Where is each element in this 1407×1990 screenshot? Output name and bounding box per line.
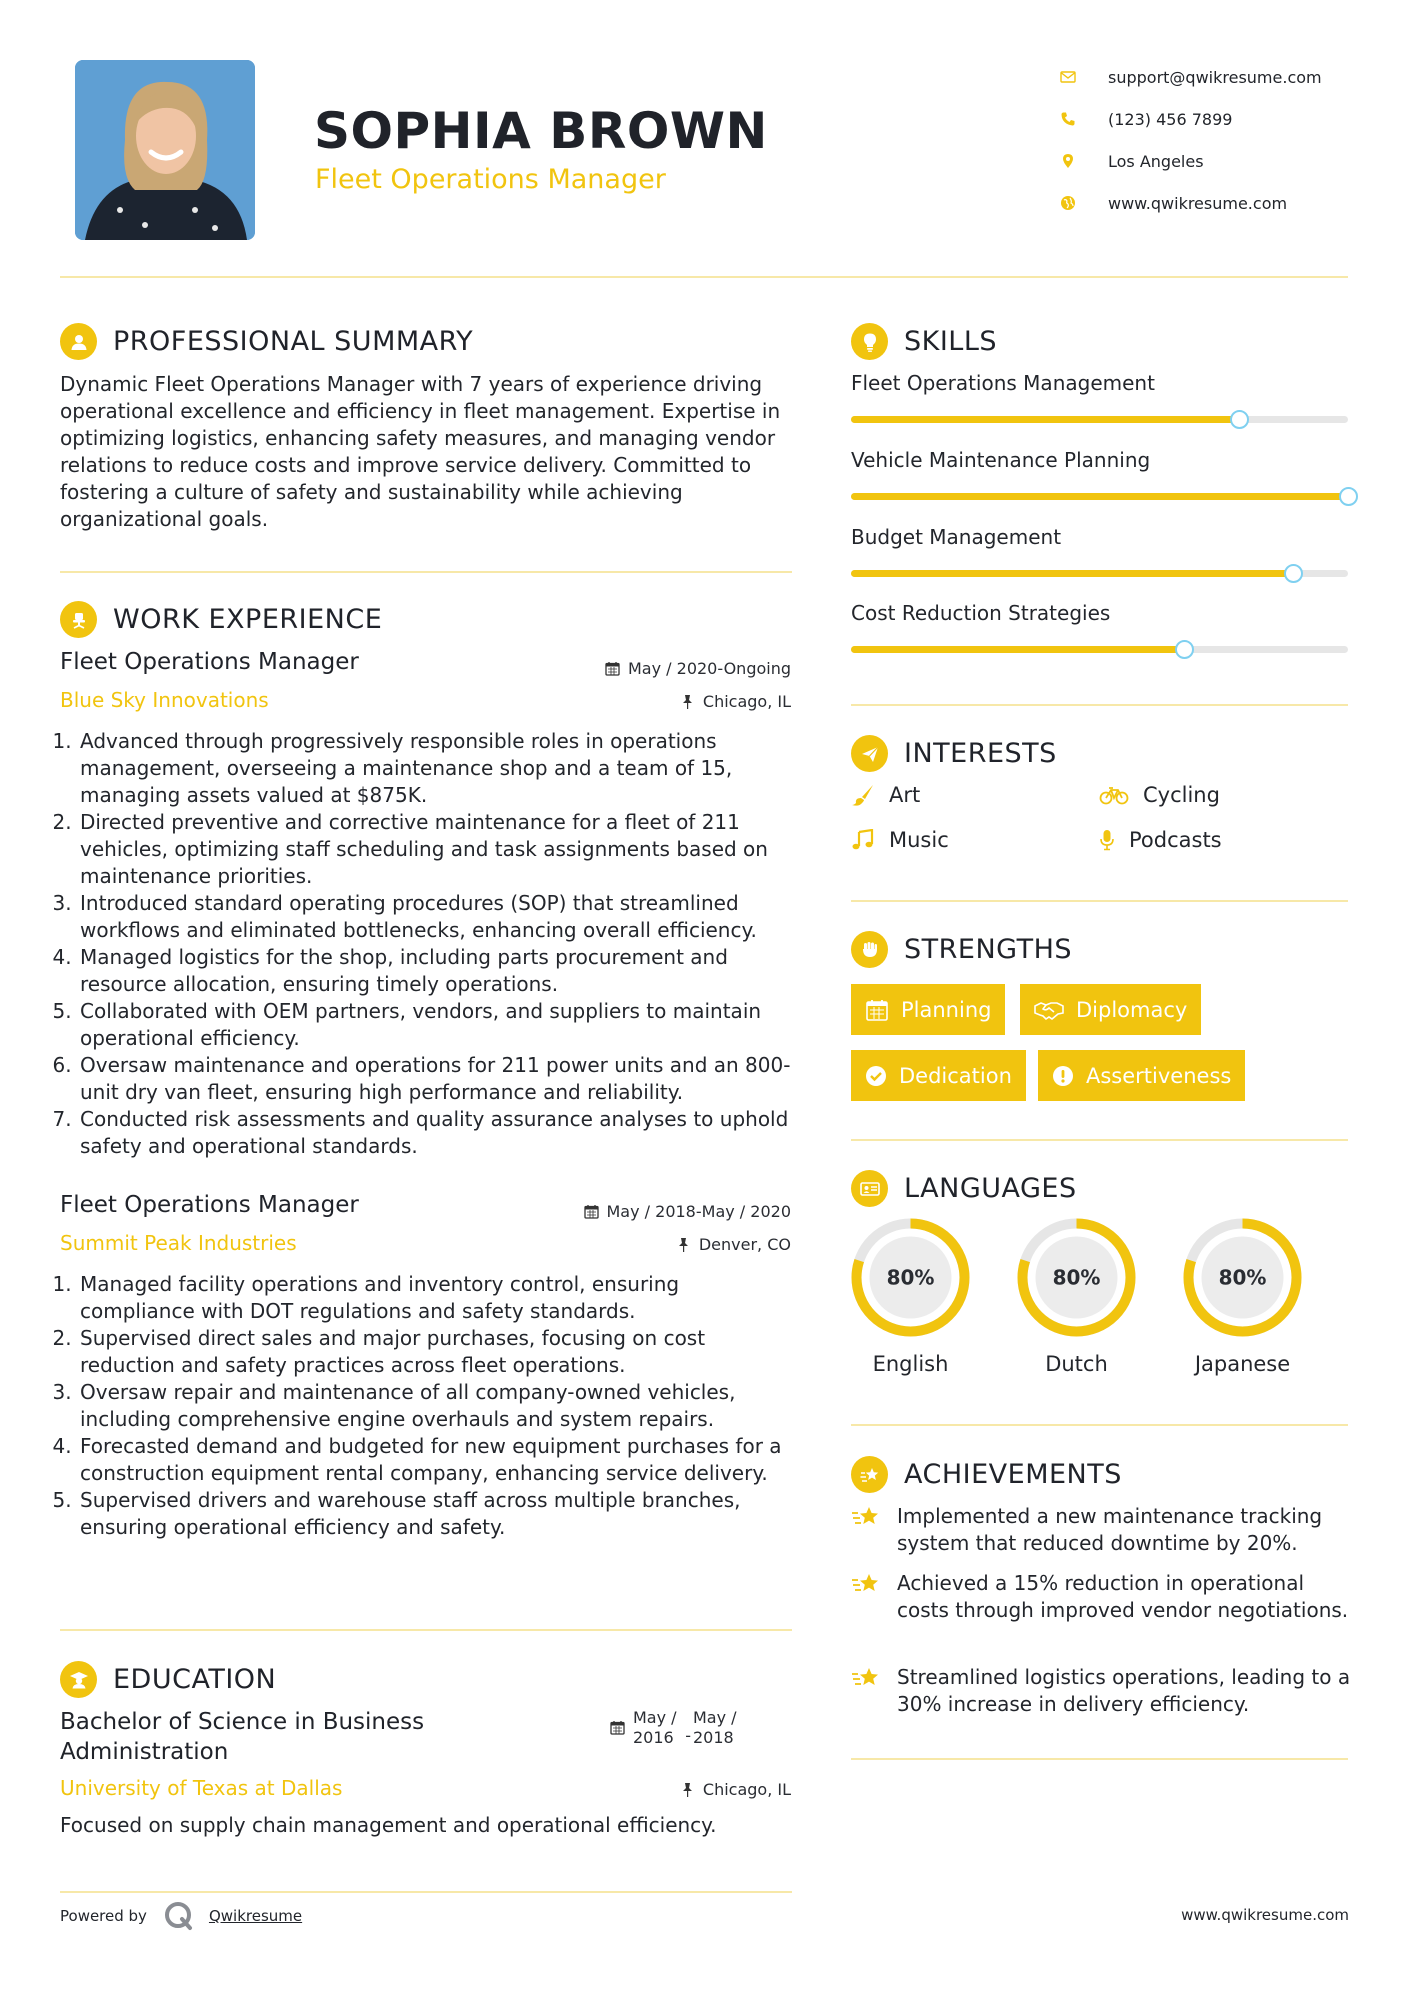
paintbrush-icon [851,784,875,806]
duty-item: 5. Supervised drivers and warehouse staff across multiple branches, ensuring operational efficiency and safety. [78,1487,800,1541]
education-date [610,1708,745,1748]
skill-bar-fill [851,493,1348,500]
check-circle-icon [865,1065,887,1087]
achievement-text: Achieved a 15% reduction in operational costs through improved vendor negotiations. [897,1571,1349,1622]
calendar-icon [610,1720,625,1735]
job-duties [60,728,800,1160]
duty-item: 1. Managed facility operations and inventory control, ensuring compliance with DOT regulations and safety standards. [78,1271,800,1325]
phone-icon [1048,111,1088,127]
qwikresume-link[interactable]: Qwikresume [208,1907,303,1925]
strength-tag [1020,984,1201,1035]
education-date-end: May / 2018 [693,1708,737,1747]
interest-item [1099,828,1222,852]
job-date [584,1202,792,1221]
job-company: Summit Peak Industries [60,1231,297,1255]
skill-bar [851,493,1348,500]
shooting-star-icon [851,1456,888,1493]
email-text: support@qwikresume.com [1108,67,1322,87]
skill-bar-fill [851,570,1293,577]
interest-label: Podcasts [1129,828,1222,852]
handshake-icon [1034,999,1064,1021]
job-location [676,1235,791,1254]
job-company: Blue Sky Innovations [60,688,269,712]
microphone-icon [1099,829,1115,851]
skills-divider [851,704,1348,706]
candidate-name: SOPHIA BROWN [314,102,768,160]
graduate-icon [60,1661,97,1698]
calendar-icon [865,999,889,1021]
achievement-item [851,1570,1351,1624]
achievement-item [851,1664,1351,1718]
achievement-text: Implemented a new maintenance tracking system that reduced downtime by 20%. [897,1504,1323,1555]
language-ring [1180,1215,1305,1340]
powered-by-text: Powered by [60,1907,147,1925]
skills-heading [851,323,997,360]
paper-plane-icon [851,735,888,772]
duty-item: 5. Collaborated with OEM partners, vendors, and suppliers to maintain operational efficiency. [78,998,800,1052]
strength-label: Diplomacy [1076,997,1188,1022]
contact-phone[interactable] [1048,98,1378,140]
language-percent: 80% [1218,1265,1267,1290]
interest-item [851,828,949,852]
duty-item: 4. Managed logistics for the shop, including parts procurement and resource allocation, ensuring timely operations. [78,944,800,998]
education-description: Focused on supply chain management and operational efficiency. [60,1813,717,1837]
language-percent: 80% [886,1265,935,1290]
languages-title: LANGUAGES [904,1173,1077,1204]
shooting-star-icon [851,1664,881,1692]
strengths-heading [851,931,1072,968]
pushpin-icon [680,694,695,709]
qwikresume-logo-icon [163,1900,195,1932]
calendar-icon [605,661,620,676]
envelope-icon [1048,69,1088,85]
website-text: www.qwikresume.com [1108,193,1288,213]
language-ring [848,1215,973,1340]
job-date-text: May / 2020-Ongoing [628,659,791,678]
language-name: English [872,1352,949,1376]
language-name: Japanese [1194,1352,1291,1376]
job-location [680,692,791,711]
skill-bar-knob [1339,487,1358,506]
skill-bar-knob [1175,640,1194,659]
contact-location [1048,140,1378,182]
strength-tag [1038,1050,1245,1101]
duty-item: 3. Oversaw repair and maintenance of all company-owned vehicles, including comprehensive engine overhauls and system repairs. [78,1379,800,1433]
education-location [680,1780,791,1799]
strength-label: Dedication [899,1063,1012,1088]
duty-item: 2. Directed preventive and corrective maintenance for a fleet of 211 vehicles, optimizing staff scheduling and task assignments based on maintenance priorities. [78,809,800,890]
bicycle-icon [1099,784,1129,806]
skill-name: Fleet Operations Management [851,371,1155,395]
interest-item [851,783,920,807]
skill-bar-knob [1230,410,1249,429]
lightbulb-icon [851,323,888,360]
school-name: University of Texas at Dallas [60,1776,343,1800]
skill-name: Vehicle Maintenance Planning [851,448,1151,472]
skill-bar-fill [851,646,1184,653]
phone-text: (123) 456 7899 [1108,109,1233,129]
contact-website[interactable] [1048,182,1378,224]
skill-bar [851,646,1348,653]
music-note-icon [851,829,875,851]
skill-bar-knob [1284,564,1303,583]
duty-item: 4. Forecasted demand and budgeted for new equipment purchases for a construction equipment rental company, enhancing service delivery. [78,1433,800,1487]
languages-heading [851,1170,1077,1207]
education-location-text: Chicago, IL [702,1780,791,1799]
candidate-role: Fleet Operations Manager [315,164,666,195]
duty-item: 2. Supervised direct sales and major purchases, focusing on cost reduction and safety practices across fleet operations. [78,1325,800,1379]
strength-label: Planning [901,997,992,1022]
shooting-star-icon [851,1570,881,1598]
profile-photo [75,60,255,240]
header-divider [60,276,1348,278]
job-location-text: Chicago, IL [702,692,791,711]
strengths-divider [851,1139,1348,1141]
education-divider [60,1891,792,1893]
interests-title: INTERESTS [904,738,1057,769]
summary-divider [60,571,792,573]
degree-title: Bachelor of Science in Business Administration [60,1709,425,1765]
duty-item: 7. Conducted risk assessments and quality assurance analyses to uphold safety and operational standards. [78,1106,800,1160]
job-duties [60,1271,800,1541]
language-item [1180,1215,1305,1376]
interests-heading [851,735,1057,772]
skill-bar [851,416,1348,423]
duty-item: 1. Advanced through progressively responsible roles in operations management, overseeing a maintenance shop and a team of 15, managing assets valued at $875K. [78,728,800,809]
calendar-icon [584,1204,599,1219]
language-name: Dutch [1045,1352,1108,1376]
footer-website[interactable]: www.qwikresume.com [1181,1906,1349,1924]
language-percent: 80% [1052,1265,1101,1290]
footer-powered-by [60,1900,302,1932]
language-item [1014,1215,1139,1376]
summary-heading [60,323,473,360]
summary-text: Dynamic Fleet Operations Manager with 7 years of experience driving operational excellence and efficiency in fleet management. Expertise in optimizing logistics, enhancing safety measures, and managing vendor relations to reduce costs and improve service delivery. Committed to fostering a culture of safety and sustainability while achieving organizational goals. [60,372,781,531]
pushpin-icon [676,1237,691,1252]
interest-label: Art [889,783,921,807]
location-text: Los Angeles [1108,151,1204,171]
globe-icon [1048,195,1088,211]
language-ring [1014,1215,1139,1340]
chair-icon [60,601,97,638]
achievement-text: Streamlined logistics operations, leading to a 30% increase in delivery efficiency. [897,1665,1351,1716]
interests-divider [851,900,1348,902]
achievements-title: ACHIEVEMENTS [904,1459,1122,1490]
job-title: Fleet Operations Manager [60,649,359,675]
skill-name: Budget Management [851,525,1062,549]
strength-tag [851,984,1005,1035]
interest-label: Music [889,828,949,852]
strength-label: Assertiveness [1086,1063,1232,1088]
job-location-text: Denver, CO [698,1235,791,1254]
experience-divider [60,1629,792,1631]
experience-heading [60,601,382,638]
achievement-item [851,1503,1351,1557]
contact-email[interactable] [1048,56,1378,98]
skill-name: Cost Reduction Strategies [851,601,1111,625]
education-date-separator: - [685,1726,691,1745]
id-card-icon [851,1170,888,1207]
shooting-star-icon [851,1503,881,1531]
skill-bar-fill [851,416,1239,423]
contact-list [1048,56,1378,224]
education-heading [60,1661,276,1698]
exclamation-circle-icon [1052,1065,1074,1087]
achievements-heading [851,1456,1122,1493]
skills-title: SKILLS [904,326,998,357]
user-icon [60,323,97,360]
education-date-start: May / 2016 [633,1708,677,1747]
languages-divider [851,1424,1348,1426]
duty-item: 6. Oversaw maintenance and operations for 211 power units and an 800-unit dry van fleet, ensuring high performance and reliability. [78,1052,800,1106]
map-pin-icon [1048,153,1088,169]
pushpin-icon [680,1782,695,1797]
strength-tag [851,1050,1026,1101]
experience-title: WORK EXPERIENCE [113,604,383,635]
job-date [605,659,791,678]
education-title: EDUCATION [113,1664,277,1695]
language-item [848,1215,973,1376]
skill-bar [851,570,1348,577]
strengths-title: STRENGTHS [904,934,1073,965]
raised-fist-icon [851,931,888,968]
interest-item [1099,783,1220,807]
summary-title: PROFESSIONAL SUMMARY [113,326,474,357]
interest-label: Cycling [1143,783,1220,807]
job-title: Fleet Operations Manager [60,1192,359,1218]
job-date-text: May / 2018-May / 2020 [606,1202,791,1221]
achievements-divider [851,1758,1348,1760]
duty-item: 3. Introduced standard operating procedures (SOP) that streamlined workflows and eliminated bottlenecks, enhancing overall efficiency. [78,890,800,944]
